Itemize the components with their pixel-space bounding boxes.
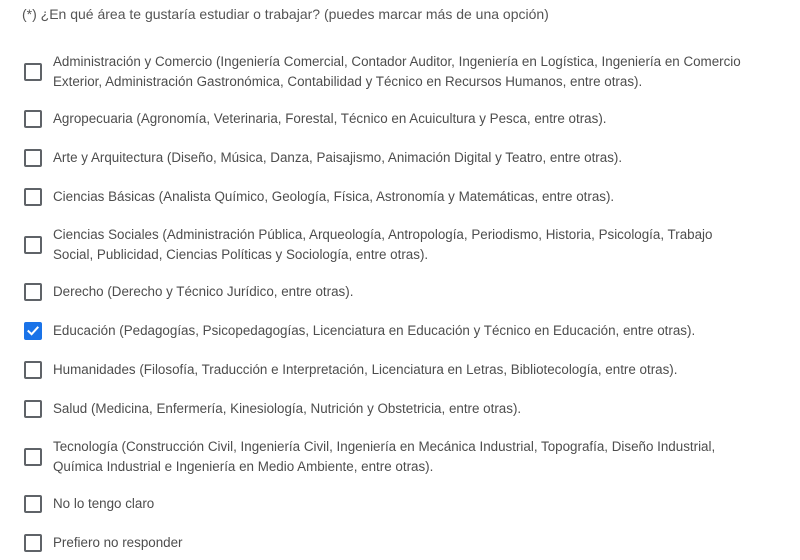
option-ciencias-basicas[interactable]	[24, 187, 744, 207]
checkbox-icon[interactable]	[24, 495, 42, 513]
option-derecho[interactable]	[24, 282, 744, 302]
option-label: Humanidades (Filosofía, Traducción e Interpretación, Licenciatura en Letras, Bibliotecología, entre otras).	[53, 362, 678, 377]
option-label: Educación (Pedagogías, Psicopedagogías, Licenciatura en Educación y Técnico en Educación, entre otras).	[53, 323, 696, 338]
option-label: Salud (Medicina, Enfermería, Kinesiología, Nutrición y Obstetricia, entre otras).	[53, 401, 522, 416]
option-label: Ciencias Sociales (Administración Pública, Arqueología, Antropología, Periodismo, Historia, Psicología, Trabajo Social, Publicidad, Ciencias Políticas y Sociología, entre otras).	[53, 227, 713, 262]
option-agropecuaria[interactable]	[24, 109, 744, 129]
option-label: Tecnología (Construcción Civil, Ingeniería Civil, Ingeniería en Mecánica Industrial, Topografía, Diseño Industrial, Química Industrial e Ingeniería en Medio Ambiente, entre otras).	[53, 439, 716, 474]
option-no-lo-tengo-claro[interactable]	[24, 494, 744, 514]
checkbox-icon[interactable]	[24, 448, 42, 466]
option-label: Agropecuaria (Agronomía, Veterinaria, Forestal, Técnico en Acuicultura y Pesca, entre otras).	[53, 111, 607, 126]
option-tecnologia[interactable]	[24, 437, 744, 477]
checkmark-icon	[26, 324, 40, 338]
option-prefiero-no-responder[interactable]	[24, 533, 744, 553]
option-arte[interactable]	[24, 148, 744, 168]
checkbox-icon[interactable]	[24, 149, 42, 167]
checkbox-icon[interactable]	[24, 322, 42, 340]
checkbox-icon[interactable]	[24, 63, 42, 81]
checkbox-icon[interactable]	[24, 400, 42, 418]
option-label: Administración y Comercio (Ingeniería Comercial, Contador Auditor, Ingeniería en Logística, Ingeniería en Comercio Exterior, Administración Gastronómica, Contabilidad y Técnico en Recursos Humanos, entre otras).	[53, 54, 741, 89]
question-text: (*) ¿En qué área te gustaría estudiar o trabajar? (puedes marcar más de una opción)	[22, 6, 549, 22]
option-label: No lo tengo claro	[53, 496, 155, 511]
option-label: Prefiero no responder	[53, 535, 183, 550]
option-educacion[interactable]	[24, 321, 744, 341]
option-label: Derecho (Derecho y Técnico Jurídico, entre otras).	[53, 284, 354, 299]
option-ciencias-sociales[interactable]	[24, 225, 744, 265]
option-humanidades[interactable]	[24, 360, 744, 380]
checkbox-icon[interactable]	[24, 361, 42, 379]
option-label: Arte y Arquitectura (Diseño, Música, Danza, Paisajismo, Animación Digital y Teatro, entre otras).	[53, 150, 623, 165]
option-administracion[interactable]	[24, 52, 744, 92]
checkbox-icon[interactable]	[24, 283, 42, 301]
checkbox-icon[interactable]	[24, 236, 42, 254]
checkbox-icon[interactable]	[24, 110, 42, 128]
option-salud[interactable]	[24, 399, 744, 419]
checkbox-icon[interactable]	[24, 534, 42, 552]
option-label: Ciencias Básicas (Analista Químico, Geología, Física, Astronomía y Matemáticas, entre otras).	[53, 189, 615, 204]
checkbox-icon[interactable]	[24, 188, 42, 206]
